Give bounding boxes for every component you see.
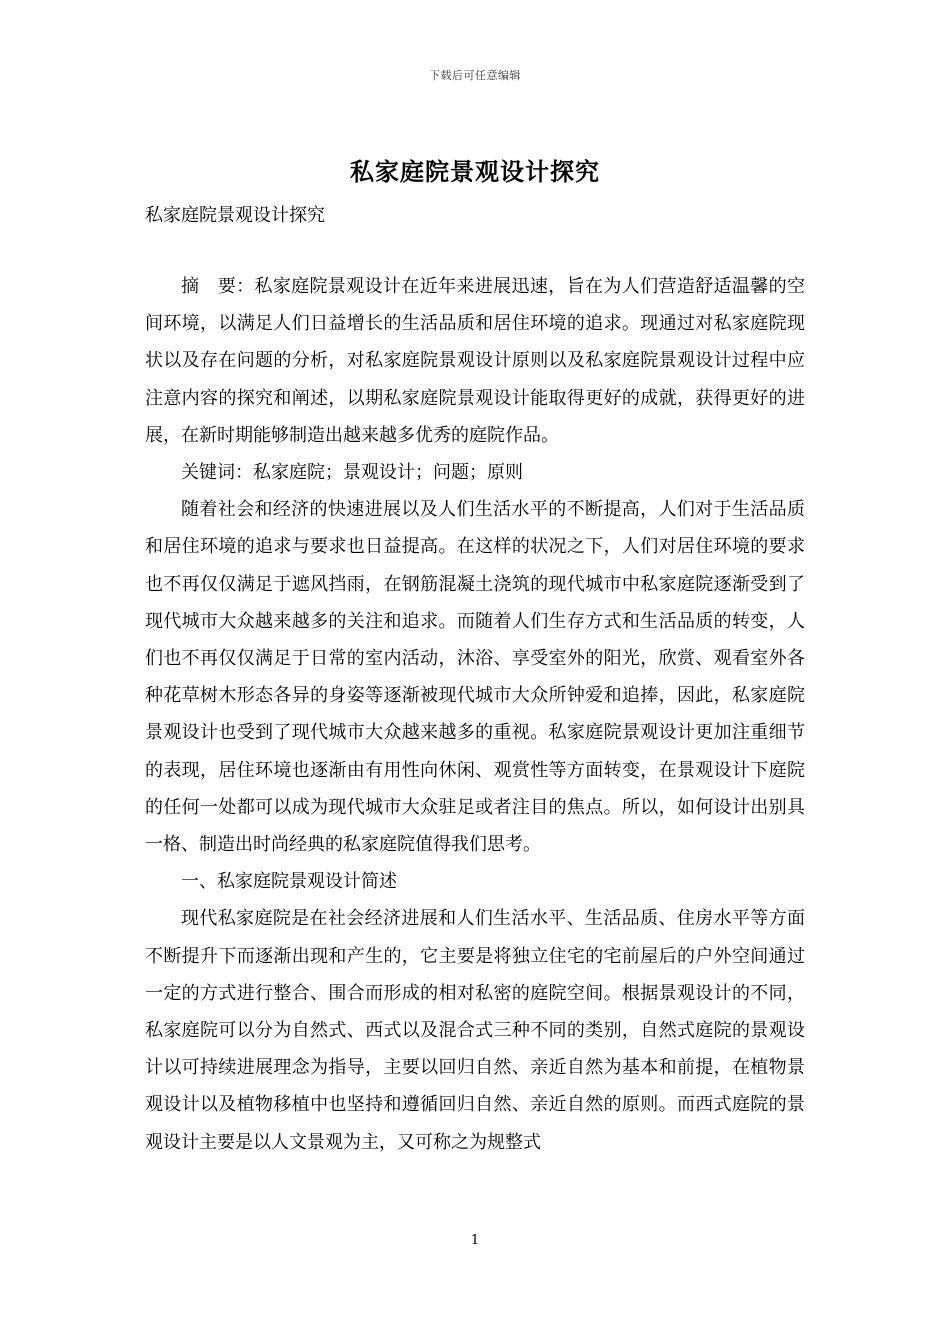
document-subtitle: 私家庭院景观设计探究 xyxy=(145,205,325,226)
section-paragraph: 现代私家庭院是在社会经济进展和人们生活水平、生活品质、住房水平等方面不断提升下而逐渐出现和产生的，它主要是将独立住宅的宅前屋后的户外空间通过一定的方式进行整合、围合而形成的相对私密的庭院空间。根据景观设计的不同，私家庭院可以分为自然式、西式以及混合式三种不同的类别，自然式庭院的景观设计以可持续进展理念为指导，主要以回归自然、亲近自然为基本和前提，在植物景观设计以及植物移植中也坚持和遵循回归自然、亲近自然的原则。而西式庭院的景观设计主要是以人文景观为主，又可称之为规整式 xyxy=(145,908,805,1153)
abstract-paragraph: 摘 要：私家庭院景观设计在近年来进展迅速，旨在为人们营造舒适温馨的空间环境，以满足人们日益增长的生活品质和居住环境的追求。现通过对私家庭院现状以及存在问题的分析，对私家庭院景观设计原则以及私家庭院景观设计过程中应注意内容的探究和阐述，以期私家庭院景观设计能取得更好的成就，获得更好的进展，在新时期能够制造出越来越多优秀的庭院作品。 xyxy=(145,276,805,446)
header-note: 下载后可任意编辑 xyxy=(429,69,521,82)
keywords-paragraph: 关键词：私家庭院；景观设计；问题；原则 xyxy=(181,462,523,484)
section-heading: 一、私家庭院景观设计简述 xyxy=(181,871,397,893)
page-number: 1 xyxy=(470,1233,480,1248)
document-title: 私家庭院景观设计探究 xyxy=(350,157,600,186)
document-body xyxy=(145,268,805,1161)
intro-paragraph: 随着社会和经济的快速进展以及人们生活水平的不断提高，人们对于生活品质和居住环境的追求与要求也日益提高。在这样的状况之下，人们对居住环境的要求也不再仅仅满足于遮风挡雨，在钢筋混凝土浇筑的现代城市中私家庭院逐渐受到了现代城市大众越来越多的关注和追求。而随着人们生存方式和生活品质的转变，人们也不再仅仅满足于日常的室内活动，沐浴、享受室外的阳光，欣赏、观看室外各种花草树木形态各异的身姿等逐渐被现代城市大众所钟爱和追捧，因此，私家庭院景观设计也受到了现代城市大众越来越多的重视。私家庭院景观设计更加注重细节的表现，居住环境也逐渐由有用性向休闲、观赏性等方面转变，在景观设计下庭院的任何一处都可以成为现代城市大众驻足或者注目的焦点。所以，如何设计出别具一格、制造出时尚经典的私家庭院值得我们思考。 xyxy=(145,499,805,856)
